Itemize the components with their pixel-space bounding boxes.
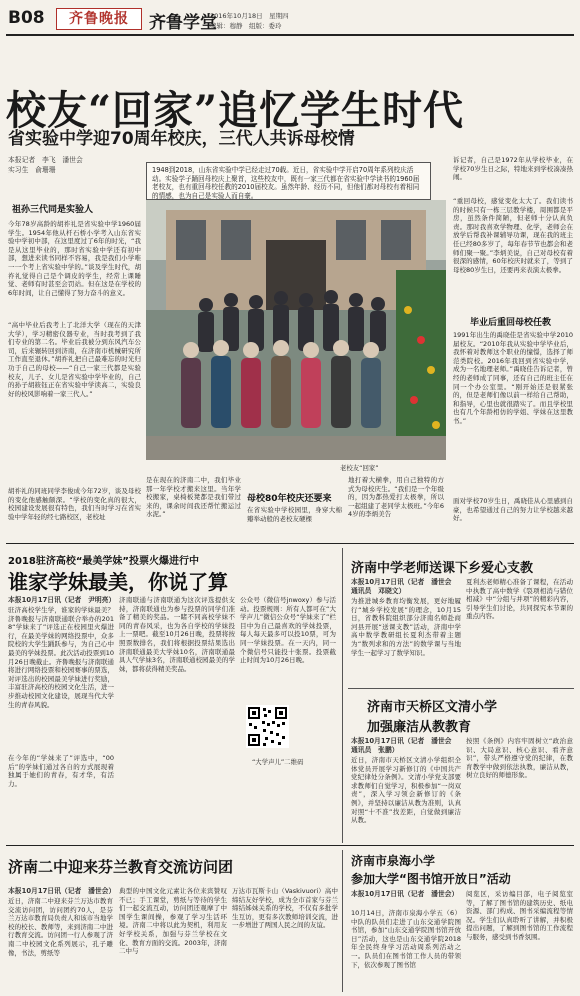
section-divider-1: [6, 543, 574, 544]
section-title: 齐鲁学堂: [149, 13, 217, 33]
qr-code-icon: [246, 705, 289, 748]
lead-col1-para1: 今年78岁高龄的胡祚礼是省实验中学1960届学生。1954年他从杆石桥小学考入山东省实验中学初中部，在这里度过了6年的时光，“我是从这里毕业的，那时省实验中学还有初中部，想进来读书同样不容易，我是我们小学唯一一个考上省实验中学的。”谈及学生时代，胡祚礼觉得自己是个调皮的学生，经常上课睡觉、老师有时甚至会罚站。但在这是在学校的6年时间，让自己懂得了努力奋斗的意义。: [8, 220, 141, 297]
subhead-three-generations: 祖孙三代同是实验人: [12, 205, 94, 215]
teacher-col-a: 为推进城乡教育均衡发展，更好地履行“城乡学校发展”的理念，10月15日，省教科院组织部分济南名师赴商河县开展“送课支教”活动，济南中学高中数学教研组长夏利杰带着主题为“数列求和的方法”的数学课与当地学生一起学习了数学知识。: [351, 597, 461, 657]
lead-byline-2: 实习生 俞珊珊: [8, 166, 56, 174]
bottom-column-divider: [342, 850, 343, 992]
vote-headline: 谁家学妹最美，你说了算: [8, 570, 228, 594]
lead-col1-para3: 胡祚礼的同班同学李俊成今年72岁，谈及母校的变化他感触颇深。“学校的变化真的很大，校园建设发展很有特色，我们当时学习在省实验中学年轻的经七路校区，老校址: [8, 487, 141, 521]
masthead-rule: [6, 34, 574, 36]
vote-col-c: 公众号（微信号jnwoxy）参与活动。投票规则：所有人都可在“大学声儿”微信公众号“学妹来了”栏目中为自己最喜欢的学妹投票，每人每天最多可以投10票，可为同一学妹投票。在一天内，同一个微信号只能投十张票。投票截止时间为10月26日晚。: [240, 596, 336, 665]
newspaper-logo: 齐鲁晚报: [56, 8, 142, 30]
exchange-col-b: 典型的中国文化元素让各位来宾赞叹不已；手工课堂，剪纸与等待的学生们一起交流互动，访问团还观摩了中国学生课间操，参观了学习生活环境。济南二中将以此为契机，利用友好学校关系，加强与芬兰学校在文化、教育方面的交流。2003年，济南二中与: [119, 887, 227, 956]
lead-col3-text: 在省实验中学校园里，身穿大棉瓣举动般的老校友硬棵: [247, 506, 342, 523]
lead-right-para1: 诉记者，自己是1972年从学校毕业，在学校70岁生日之际，特地来到学校凑凑热闹。: [453, 156, 573, 182]
staff-line: 编辑：穆静 组版：委玲: [210, 22, 282, 30]
vote-col-b: 济南联通与济南联通为这次评选提供支持，济南联通也为参与投票的同学们准备了精美的奖品。一睹不同高校学妹不同的青春风采，也为各自学校的学妹投上一票吧。截至10月26日晚，投票将按照票数排名，我们将根据投票结果选出济南联通最美大学妹10名，济南联通最具人气学妹3名，济南联通校园最美的学妹，都将获得精美奖品。: [119, 596, 235, 673]
subhead-80th-anniversary: 母校80年校庆还要来: [247, 494, 332, 504]
lead-intro-text: 1948到2018，山东省实验中学已经走过70载。近日，省实验中学开启70周年系列校庆活动。实验学子踊回母校庆上聚首，这些校友中，既有一家三代都在省实验中学读书的1960届老校友，也有重回母校任教的2010届校友。虽然年龄、经历不同，但他们都对母校有着相同的情感，也为自己是实验人而自豪。: [152, 166, 420, 200]
qr-code-graphic: [246, 705, 289, 748]
integrity-col-b: 按照《条例》内容牢固树立“政治意识、大局意识、核心意识、看齐意识”，带头严格遵守党的纪律，在教育教学中做到依法执教，廉洁从教，树立良好的师德形象。: [466, 737, 573, 780]
exchange-headline: 济南二中迎来芬兰教育交流访问团: [8, 858, 234, 876]
lead-col4-text: 地打着大横拳，用自己独特的方式为母校庆生。“我们是一个年级的，因为都热爱打太极拳，所以一起组建了老同学太极班。”今年64岁的李炳美告: [348, 476, 444, 519]
teacher-headline: 济南中学老师送课下乡爱心支教: [351, 561, 534, 576]
library-byline: 本报10月17日讯（记者 潘世会）: [351, 890, 459, 898]
integrity-headline-1: 济南市天桥区文清小学: [367, 700, 498, 715]
library-headline-2: 参加大学“图书馆开放日”活动: [351, 872, 511, 886]
page-number: B08: [8, 8, 45, 28]
integrity-byline: 本报10月17日讯（记者 潘世会 通讯员 张鹏）: [351, 737, 459, 754]
vote-col-a2: 在今年的“学妹来了”评选中，“00后”的学妹们通过各自的方式展现着独属于她们的青春，有才华，有活力。: [8, 754, 114, 788]
lead-byline-1: 本报记者 李飞 潘世会: [8, 156, 83, 164]
library-col-a: 10月14日，济南市泉海小学五（6）中队的队员们走进了山东交通学院图书馆，参加“山东交通学院图书馆开放日”活动，这也是山东交通学院2018年全民终身学习活动周系列活动之一。队员们在图书馆工作人员的带领下，依次参观了图书馆: [351, 909, 461, 969]
lead-intro-box: [146, 162, 431, 200]
lead-right-para2: “重回母校，感觉变化太大了。我们读书的时候只有一栋三层教学楼，周围都是平房，虽然条件简陋，但老师十分认真负责。那时我喜欢学物理、化学，老师会在放学后帮我补课辅导功课，现在我的班主任已经80多岁了，每年春节节也都会和老师们聚一聚。”李炳美说，自己对母校有着很深的感情，60年校庆时就来了，等到了母校80岁生日，还要再来表演太极拳。: [453, 197, 573, 274]
vote-kicker: 2018驻济高校“最美学妹”投票火爆进行中: [8, 556, 199, 567]
lead-right-para4: 面对学校70岁生日，禹晓佳从心里感到自豪，也希望通过自己的努力让学校越来越好。: [453, 497, 573, 523]
section-divider-2: [6, 845, 574, 846]
lead-headline: 校友“回家”追忆学生时代: [6, 87, 465, 134]
lead-col1-para2: “高中毕业后我考上了北洋大学（现在的天津大学），学习精密仪器专业，当时我考到了我们专业的第二名。毕业后我被分到东风汽车公司，后来辗转回到济南，在济南市机械研究所工作直至退休。”胡祚礼把自己最难忘的时光归功于自己的母校——“自己一家三代都是实验校友，儿子、女儿是省实验中学毕业的，自己的孙子胡筱钰正在省实验中学读高二，实验良好的校风影响着一家三代人。”: [8, 321, 141, 398]
photo-caption: 老校友“回家”: [340, 464, 379, 472]
column-divider: [342, 548, 343, 843]
library-col-b: 阅览区，采访编目部，电子阅览室等，了解了图书馆的建筑历史、纸电资源、部门构成、图书采编流程等情况。学生们认真聆听了讲解，并积极提出问题，了解到图书馆的工作流程与服务，感受到书香氛围。: [466, 890, 573, 941]
vote-byline: 本报10月17日讯（记者 尹明亮）: [8, 596, 116, 604]
group-photo-illustration: [146, 200, 446, 460]
lead-right-para3: 1991年出生的禹晓佳是省实验中学2010届校友。“2010年我从实验中学毕业后，我怀着对教师这个职业的憧憬，选择了师范类院校。2016年我回到省实验中学，成为一名地理老师。”禹晓佳告诉记者，曾经的老师成了同事，还有自己的班主任在同一个办公室里。“刚开始还是很紧张的，但是老师们像以前一样给自己帮助，和指导，心里也就很踏实了。而且学校里也有几个年龄相仿的学姐、学妹在这里教书。”: [453, 331, 573, 425]
subhead-return-to-teach: 毕业后重回母校任教: [470, 318, 552, 328]
integrity-headline-2: 加强廉洁从教教育: [367, 720, 472, 735]
exchange-col-a: 近日，济南二中迎来芬兰万达市教育交流访问团，访问团约70人，是芬兰万达市教育局负责人和该市当地学校的校长、教师等，来到济南二中进行教育交流。访问团一行人参观了济南二中校园文化系列展示，孔子雕像，书法，剪纸等: [8, 897, 113, 957]
exchange-byline: 本报10月17日讯（记者 潘世会）: [8, 887, 116, 895]
vote-col-a: 驻济高校学生学，谁家的学妹最美？济鲁晚报与济南联通联合举办的2018“学妹来了”评选正在校园里火爆进行，在最美学妹的网络投票中，众多院校的大学生踊跃参与，为自己心中最美的学妹投票。此次活动投票到10月26日晚截止。齐鲁晚报与济南联通将进行网络投票和校园赛事的票选，对评选出的校园最美学妹进行奖励，丰富驻济高校的校园文化生活，进一步推动校园文化建设，展现当代大学生的青春风貌。: [8, 606, 114, 709]
library-headline-1: 济南市泉海小学: [351, 854, 436, 868]
integrity-col-a: 近日，济南市天桥区文清小学组织全体党员开展学习新修订的《中国共产党纪律处分条例》。文清小学党支部要求教师们自觉学习，积极参加“一岗双责”，深入学习领会新修订的《条例》，并坚持以廉洁从教为准则，认真对照“十不准”找差距，自觉做到廉洁从教。: [351, 756, 461, 825]
exchange-col-c: 万达市瓦斯卡山（Vaskivuori）高中缔结友好学校，成为全市首家与芬兰缔结姊妹关系的学校，不仅有多批学生互访，更有多次教师培训交流，进一步增进了两国人民之间的友谊。: [232, 887, 338, 930]
teacher-byline: 本报10月17日讯（记者 潘世会 通讯员 邓晓文）: [351, 578, 459, 595]
date-line: 2016年10月18日 星期四: [210, 12, 289, 20]
lead-subheadline: 省实验中学迎70周年校庆，三代人共诉母校情: [8, 129, 355, 149]
group-photo: [146, 200, 446, 460]
lead-col2-text: 是在现在的济南二中，我们毕业那一年学校才搬来这里。当年学校搬家，桌椅板凳都是我们带过来的，课余时间我还帮忙搬运过水泥。”: [146, 476, 241, 519]
teacher-divider: [348, 688, 574, 689]
teacher-col-b: 夏利杰老师精心准备了课程，在活动中执教了高中数学《裂项相消与错位相减》中“分组与并项”的精彩内容，引导学生们讨论，共同探究本节课的重点内容。: [466, 578, 573, 621]
qr-caption: “大学声儿”二维码: [252, 758, 304, 766]
